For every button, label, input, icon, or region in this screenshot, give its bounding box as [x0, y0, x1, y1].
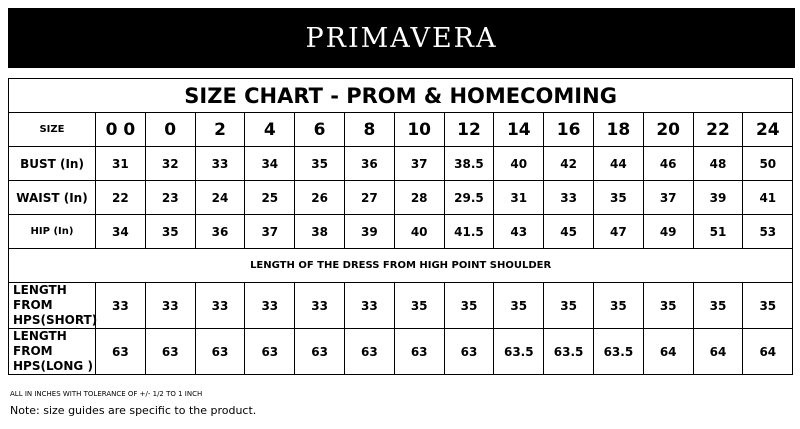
- waist-value: 41: [743, 181, 793, 215]
- length-long-value: 63: [195, 329, 245, 375]
- length-short-value: 33: [295, 283, 345, 329]
- bust-value: 38.5: [444, 147, 494, 181]
- hip-label: HIP (In): [9, 215, 96, 249]
- length-long-value: 63: [444, 329, 494, 375]
- waist-value: 26: [295, 181, 345, 215]
- length-long-value: 64: [643, 329, 693, 375]
- size-value: 14: [494, 113, 544, 147]
- bust-value: 31: [96, 147, 146, 181]
- length-short-value: 35: [593, 283, 643, 329]
- bust-value: 35: [295, 147, 345, 181]
- chart-title: SIZE CHART - PROM & HOMECOMING: [9, 79, 793, 113]
- size-value: 16: [544, 113, 594, 147]
- size-chart-table: [8, 78, 793, 375]
- size-value: 22: [693, 113, 743, 147]
- waist-value: 25: [245, 181, 295, 215]
- length-long-value: 64: [693, 329, 743, 375]
- length-short-value: 33: [344, 283, 394, 329]
- hip-value: 36: [195, 215, 245, 249]
- length-short-value: 33: [195, 283, 245, 329]
- length-long-value: 63: [295, 329, 345, 375]
- size-value: 20: [643, 113, 693, 147]
- hip-value: 37: [245, 215, 295, 249]
- hip-value: 53: [743, 215, 793, 249]
- length-long-value: 63: [145, 329, 195, 375]
- tolerance-note: ALL IN INCHES WITH TOLERANCE OF +/- 1/2 TO 1 INCH: [10, 390, 203, 398]
- length-long-value: 63: [96, 329, 146, 375]
- waist-value: 37: [643, 181, 693, 215]
- waist-value: 28: [394, 181, 444, 215]
- size-value: 10: [394, 113, 444, 147]
- brand-header: [8, 8, 795, 68]
- bust-value: 44: [593, 147, 643, 181]
- bust-value: 40: [494, 147, 544, 181]
- bust-value: 50: [743, 147, 793, 181]
- length-short-value: 35: [743, 283, 793, 329]
- size-value: 18: [593, 113, 643, 147]
- length-long-value: 63: [344, 329, 394, 375]
- hip-value: 35: [145, 215, 195, 249]
- hip-value: 49: [643, 215, 693, 249]
- bust-value: 36: [344, 147, 394, 181]
- hip-value: 51: [693, 215, 743, 249]
- product-note: Note: size guides are specific to the product.: [10, 404, 257, 417]
- length-short-value: 35: [643, 283, 693, 329]
- bust-value: 37: [394, 147, 444, 181]
- length-short-value: 35: [544, 283, 594, 329]
- bust-value: 48: [693, 147, 743, 181]
- bust-value: 42: [544, 147, 594, 181]
- waist-value: 27: [344, 181, 394, 215]
- hip-value: 47: [593, 215, 643, 249]
- length-short-value: 35: [394, 283, 444, 329]
- size-value: 24: [743, 113, 793, 147]
- brand-logo: PRIMAVERA: [305, 22, 498, 54]
- bust-value: 34: [245, 147, 295, 181]
- waist-label: WAIST (In): [9, 181, 96, 215]
- waist-value: 33: [544, 181, 594, 215]
- size-value: 0 0: [96, 113, 146, 147]
- waist-value: 23: [145, 181, 195, 215]
- waist-value: 22: [96, 181, 146, 215]
- hip-value: 43: [494, 215, 544, 249]
- size-value: 8: [344, 113, 394, 147]
- length-short-value: 35: [693, 283, 743, 329]
- length-short-value: 33: [245, 283, 295, 329]
- size-value: 2: [195, 113, 245, 147]
- length-long-value: 63: [394, 329, 444, 375]
- bust-value: 33: [195, 147, 245, 181]
- length-short-value: 33: [96, 283, 146, 329]
- length-section-heading: LENGTH OF THE DRESS FROM HIGH POINT SHOULDER: [9, 249, 793, 283]
- bust-value: 46: [643, 147, 693, 181]
- length-short-value: 33: [145, 283, 195, 329]
- waist-value: 35: [593, 181, 643, 215]
- hip-value: 41.5: [444, 215, 494, 249]
- length-long-value: 64: [743, 329, 793, 375]
- size-value: 6: [295, 113, 345, 147]
- bust-label: BUST (In): [9, 147, 96, 181]
- length-short-value: 35: [444, 283, 494, 329]
- waist-value: 31: [494, 181, 544, 215]
- hip-value: 38: [295, 215, 345, 249]
- waist-value: 39: [693, 181, 743, 215]
- hip-value: 40: [394, 215, 444, 249]
- length-short-label: LENGTH FROM HPS(SHORT): [9, 283, 96, 329]
- length-long-value: 63.5: [494, 329, 544, 375]
- length-short-value: 35: [494, 283, 544, 329]
- length-long-value: 63.5: [593, 329, 643, 375]
- waist-value: 24: [195, 181, 245, 215]
- length-long-value: 63.5: [544, 329, 594, 375]
- size-label: SIZE: [9, 113, 96, 147]
- size-value: 0: [145, 113, 195, 147]
- size-value: 12: [444, 113, 494, 147]
- waist-value: 29.5: [444, 181, 494, 215]
- hip-value: 34: [96, 215, 146, 249]
- hip-value: 45: [544, 215, 594, 249]
- size-value: 4: [245, 113, 295, 147]
- bust-value: 32: [145, 147, 195, 181]
- length-long-value: 63: [245, 329, 295, 375]
- length-long-label: LENGTH FROM HPS(LONG ): [9, 329, 96, 375]
- hip-value: 39: [344, 215, 394, 249]
